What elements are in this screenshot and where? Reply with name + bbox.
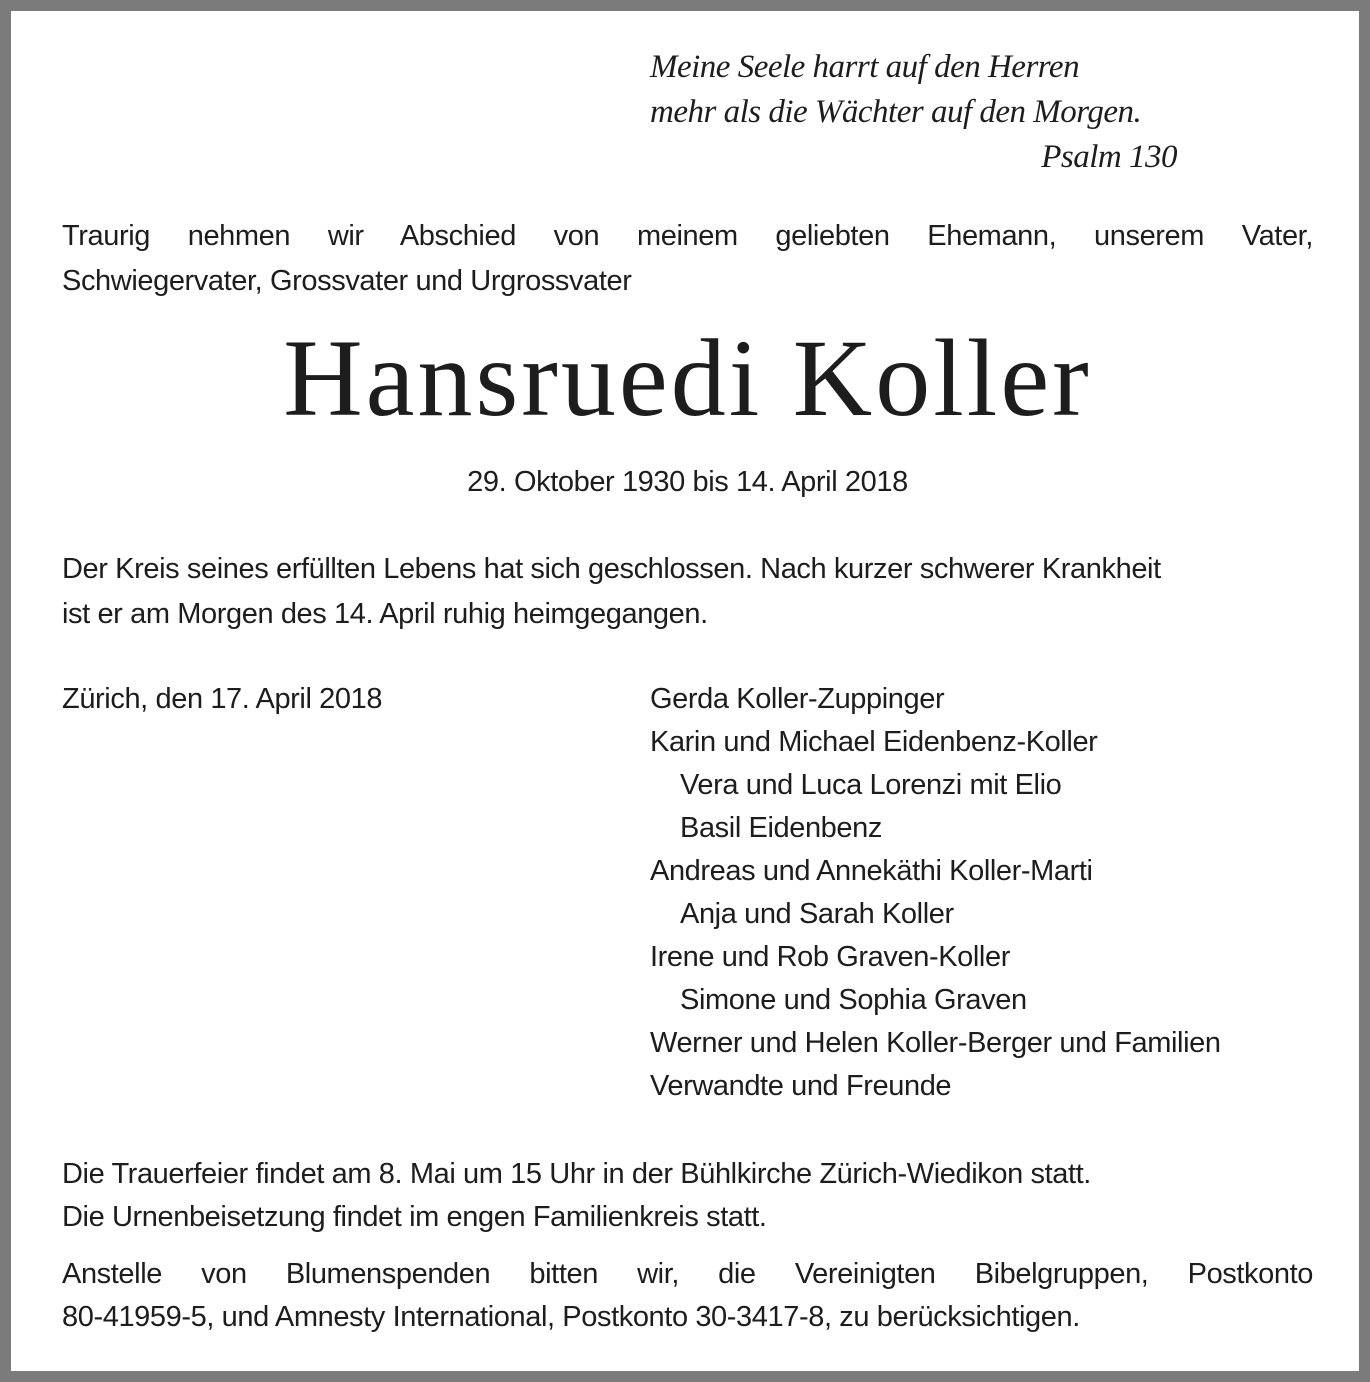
- service-paragraph: [62, 1153, 1313, 1239]
- announcement-line: Der Kreis seines erfüllten Lebens hat sich geschlossen. Nach kurzer schwerer Krankheit: [62, 553, 1161, 585]
- intro-line: Schwiegervater, Grossvater und Urgrossvater: [62, 265, 632, 297]
- service-line: Die Urnenbeisetzung findet im engen Familienkreis statt.: [62, 1201, 767, 1233]
- service-line: Die Trauerfeier findet am 8. Mai um 15 Uhr in der Bühlkirche Zürich-Wiedikon statt.: [62, 1158, 1091, 1190]
- donations-line: Anstelle von Blumenspenden bitten wir, die Vereinigten Bibelgruppen, Postkonto: [62, 1258, 1313, 1290]
- psalm-quote: [650, 45, 1177, 180]
- life-dates: 29. Oktober 1930 bis 14. April 2018: [467, 466, 908, 498]
- donations-line: 80-41959-5, und Amnesty International, Postkonto 30-3417-8, zu berücksichtigen.: [62, 1301, 1080, 1333]
- mourner-line: Vera und Luca Lorenzi mit Elio: [680, 769, 1062, 801]
- mourner-line: Karin und Michael Eidenbenz-Koller: [650, 726, 1098, 758]
- mourner-line: Irene und Rob Graven-Koller: [650, 941, 1010, 973]
- mourner-line: Anja und Sarah Koller: [680, 898, 954, 930]
- mourner-line: Verwandte und Freunde: [650, 1070, 952, 1102]
- psalm-attribution: Psalm 130: [1041, 139, 1177, 175]
- psalm-quote-line: Meine Seele harrt auf den Herren: [650, 49, 1080, 85]
- announcement-line: ist er am Morgen des 14. April ruhig heimgegangen.: [62, 598, 708, 630]
- deceased-name: Hansruedi Koller: [283, 317, 1092, 439]
- psalm-quote-line: mehr als die Wächter auf den Morgen.: [650, 94, 1142, 130]
- dateline: Zürich, den 17. April 2018: [62, 683, 383, 715]
- mourner-line: Simone und Sophia Graven: [680, 984, 1027, 1016]
- mourner-line: Werner und Helen Koller-Berger und Familien: [650, 1027, 1221, 1059]
- intro-paragraph: [62, 214, 1313, 304]
- mourner-line: Basil Eidenbenz: [680, 812, 882, 844]
- mourners-list: [650, 678, 1330, 1108]
- donations-paragraph: [62, 1253, 1313, 1339]
- announcement-paragraph: [62, 547, 1313, 637]
- mourner-line: Andreas und Annekäthi Koller-Marti: [650, 855, 1093, 887]
- mourner-line: Gerda Koller-Zuppinger: [650, 683, 945, 715]
- intro-line: Traurig nehmen wir Abschied von meinem geliebten Ehemann, unserem Vater,: [62, 220, 1313, 252]
